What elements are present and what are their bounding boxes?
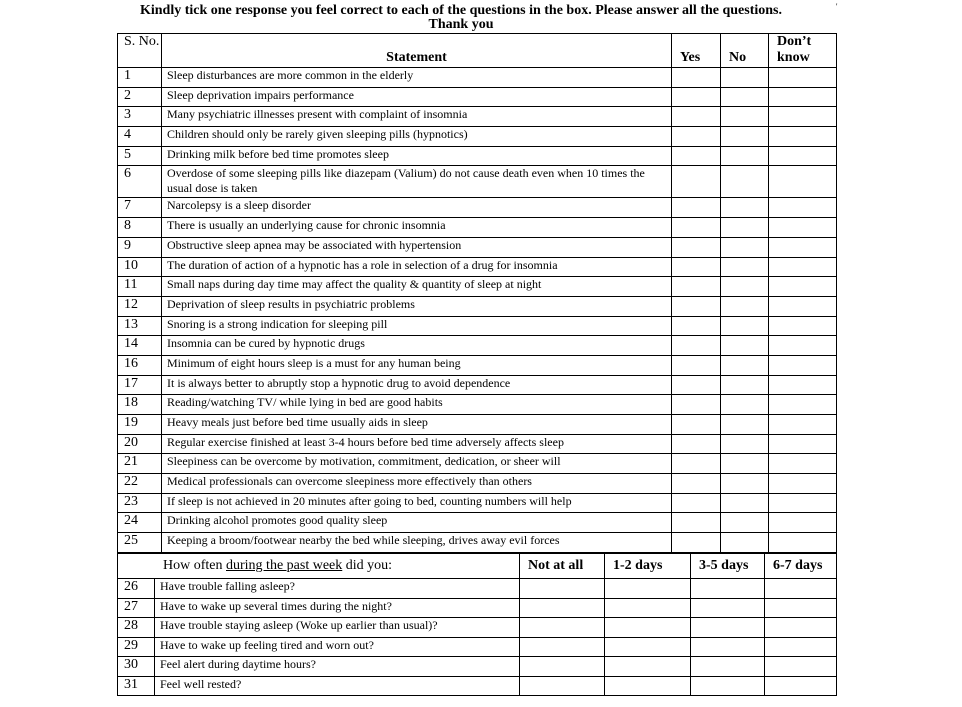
not-at-all-checkbox[interactable] (520, 676, 605, 696)
dont-know-checkbox[interactable] (769, 237, 837, 257)
dont-know-checkbox[interactable] (769, 355, 837, 375)
not-at-all-checkbox[interactable] (520, 657, 605, 677)
six-seven-days-checkbox[interactable] (765, 598, 837, 618)
three-five-days-checkbox[interactable] (691, 598, 765, 618)
table-row (118, 107, 837, 127)
part1-body (118, 68, 837, 553)
sleep-frequency-table (117, 553, 837, 696)
table-row (118, 87, 837, 107)
table-row (118, 127, 837, 147)
table-row (118, 198, 837, 218)
statement-text: Drinking milk before bed time promotes sleep (162, 146, 672, 166)
row-number: 29 (118, 637, 155, 657)
not-at-all-header: Not at all (520, 554, 605, 579)
statement-text: Medical professionals can overcome sleepiness more effectively than others (162, 474, 672, 494)
dont-know-checkbox[interactable] (769, 395, 837, 415)
statement-text: Minimum of eight hours sleep is a must for any human being (162, 355, 672, 375)
yes-checkbox[interactable] (672, 68, 721, 88)
yes-checkbox[interactable] (672, 296, 721, 316)
yes-checkbox[interactable] (672, 127, 721, 147)
table-row (118, 218, 837, 238)
table-row (118, 676, 837, 696)
table-row (118, 237, 837, 257)
not-at-all-checkbox[interactable] (520, 598, 605, 618)
row-number: 8 (118, 218, 162, 238)
dont-know-checkbox[interactable] (769, 166, 837, 198)
table-row (118, 336, 837, 356)
table-row (118, 257, 837, 277)
table-row (118, 454, 837, 474)
three-five-days-header: 3-5 days (691, 554, 765, 579)
no-checkbox[interactable] (721, 218, 769, 238)
yes-checkbox[interactable] (672, 336, 721, 356)
row-number: 10 (118, 257, 162, 277)
yes-checkbox[interactable] (672, 533, 721, 553)
yes-checkbox[interactable] (672, 434, 721, 454)
statement-text: Sleep disturbances are more common in the elderly (162, 68, 672, 88)
no-checkbox[interactable] (721, 493, 769, 513)
statement-text: Sleepiness can be overcome by motivation, commitment, dedication, or sheer will (162, 454, 672, 474)
no-checkbox[interactable] (721, 454, 769, 474)
knowledge-questionnaire-table (117, 33, 837, 553)
table-row (118, 296, 837, 316)
dont-know-checkbox[interactable] (769, 474, 837, 494)
one-two-days-checkbox[interactable] (605, 637, 691, 657)
statement-text: It is always better to abruptly stop a hypnotic drug to avoid dependence (162, 375, 672, 395)
row-number: 30 (118, 657, 155, 677)
thank-you-text: Thank you (428, 17, 494, 32)
statement-text: Heavy meals just before bed time usually aids in sleep (162, 415, 672, 435)
statement-text: Deprivation of sleep results in psychiatric problems (162, 296, 672, 316)
dont-know-checkbox[interactable] (769, 336, 837, 356)
six-seven-days-checkbox[interactable] (765, 579, 837, 599)
no-header: No (721, 34, 769, 68)
three-five-days-checkbox[interactable] (691, 676, 765, 696)
table-row (118, 637, 837, 657)
yes-checkbox[interactable] (672, 277, 721, 297)
statement-header: Statement (162, 34, 672, 68)
three-five-days-checkbox[interactable] (691, 579, 765, 599)
row-number: 9 (118, 237, 162, 257)
dont-know-checkbox[interactable] (769, 296, 837, 316)
yes-checkbox[interactable] (672, 474, 721, 494)
table-row (118, 375, 837, 395)
row-number: 24 (118, 513, 162, 533)
dont-know-checkbox[interactable] (769, 375, 837, 395)
sno-header: S. No. (118, 34, 162, 68)
no-checkbox[interactable] (721, 336, 769, 356)
one-two-days-checkbox[interactable] (605, 598, 691, 618)
instructions-text: Kindly tick one response you feel correct to each of the questions in the box. Please answer all the questions. (139, 3, 783, 18)
yes-checkbox[interactable] (672, 375, 721, 395)
row-number: 14 (118, 336, 162, 356)
dont-know-checkbox[interactable] (769, 454, 837, 474)
dont-know-checkbox[interactable] (769, 415, 837, 435)
row-number: 17 (118, 375, 162, 395)
row-number: 1 (118, 68, 162, 88)
table-row (118, 277, 837, 297)
three-five-days-checkbox[interactable] (691, 618, 765, 638)
question-underlined: during the past week (226, 558, 343, 573)
no-checkbox[interactable] (721, 87, 769, 107)
dont-know-checkbox[interactable] (769, 434, 837, 454)
one-two-days-header: 1-2 days (605, 554, 691, 579)
statement-text: Drinking alcohol promotes good quality sleep (162, 513, 672, 533)
question-text: Have trouble falling asleep? (155, 579, 520, 599)
no-checkbox[interactable] (721, 146, 769, 166)
dont-know-checkbox[interactable] (769, 277, 837, 297)
row-number: 5 (118, 146, 162, 166)
table-row (118, 434, 837, 454)
table-row (118, 657, 837, 677)
dont-know-checkbox[interactable] (769, 257, 837, 277)
question-text: Have to wake up feeling tired and worn out? (155, 637, 520, 657)
yes-checkbox[interactable] (672, 87, 721, 107)
no-checkbox[interactable] (721, 237, 769, 257)
yes-checkbox[interactable] (672, 146, 721, 166)
question-text: Have to wake up several times during the night? (155, 598, 520, 618)
row-number: 22 (118, 474, 162, 494)
table-row (118, 598, 837, 618)
no-checkbox[interactable] (721, 166, 769, 198)
yes-checkbox[interactable] (672, 198, 721, 218)
dont-know-checkbox[interactable] (769, 146, 837, 166)
row-number: 4 (118, 127, 162, 147)
dont-know-header: Don’t know (769, 34, 837, 68)
statement-text: Obstructive sleep apnea may be associated with hypertension (162, 237, 672, 257)
no-checkbox[interactable] (721, 107, 769, 127)
yes-checkbox[interactable] (672, 355, 721, 375)
yes-header: Yes (672, 34, 721, 68)
three-five-days-checkbox[interactable] (691, 657, 765, 677)
table-row (118, 146, 837, 166)
row-number: 27 (118, 598, 155, 618)
row-number: 23 (118, 493, 162, 513)
not-at-all-checkbox[interactable] (520, 579, 605, 599)
no-checkbox[interactable] (721, 296, 769, 316)
no-checkbox[interactable] (721, 257, 769, 277)
question-suffix: did you: (342, 558, 393, 573)
one-two-days-checkbox[interactable] (605, 657, 691, 677)
no-checkbox[interactable] (721, 513, 769, 533)
table-row (118, 579, 837, 599)
three-five-days-checkbox[interactable] (691, 637, 765, 657)
no-checkbox[interactable] (721, 68, 769, 88)
no-checkbox[interactable] (721, 316, 769, 336)
part2-header-row (118, 554, 837, 579)
row-number: 11 (118, 277, 162, 297)
table-row (118, 395, 837, 415)
row-number: 3 (118, 107, 162, 127)
statement-text: Reading/watching TV/ while lying in bed are good habits (162, 395, 672, 415)
dont-know-checkbox[interactable] (769, 316, 837, 336)
table-row (118, 533, 837, 553)
yes-checkbox[interactable] (672, 513, 721, 533)
not-at-all-checkbox[interactable] (520, 618, 605, 638)
statement-text: Many psychiatric illnesses present with complaint of insomnia (162, 107, 672, 127)
yes-checkbox[interactable] (672, 237, 721, 257)
one-two-days-checkbox[interactable] (605, 676, 691, 696)
statement-text: Children should only be rarely given sleeping pills (hypnotics) (162, 127, 672, 147)
dont-know-checkbox[interactable] (769, 68, 837, 88)
no-checkbox[interactable] (721, 395, 769, 415)
statement-text: Overdose of some sleeping pills like diazepam (Valium) do not cause death even when 10 times the usual dose is taken (162, 166, 672, 198)
no-checkbox[interactable] (721, 474, 769, 494)
statement-text: Keeping a broom/footwear nearby the bed while sleeping, drives away evil forces (162, 533, 672, 553)
row-number: 13 (118, 316, 162, 336)
yes-checkbox[interactable] (672, 166, 721, 198)
six-seven-days-header: 6-7 days (765, 554, 837, 579)
row-number: 7 (118, 198, 162, 218)
six-seven-days-checkbox[interactable] (765, 676, 837, 696)
no-checkbox[interactable] (721, 277, 769, 297)
statement-text: Regular exercise finished at least 3-4 hours before bed time adversely affects sleep (162, 434, 672, 454)
dont-know-checkbox[interactable] (769, 493, 837, 513)
table-row (118, 493, 837, 513)
row-number: 19 (118, 415, 162, 435)
dont-know-checkbox[interactable] (769, 87, 837, 107)
corner-mark: ' (836, 2, 838, 11)
dont-know-checkbox[interactable] (769, 107, 837, 127)
yes-checkbox[interactable] (672, 454, 721, 474)
table-row (118, 618, 837, 638)
question-text: Feel well rested? (155, 676, 520, 696)
six-seven-days-checkbox[interactable] (765, 618, 837, 638)
question-text: Have trouble staying asleep (Woke up earlier than usual)? (155, 618, 520, 638)
statement-text: Sleep deprivation impairs performance (162, 87, 672, 107)
table-row (118, 355, 837, 375)
row-number: 18 (118, 395, 162, 415)
no-checkbox[interactable] (721, 355, 769, 375)
yes-checkbox[interactable] (672, 493, 721, 513)
no-checkbox[interactable] (721, 375, 769, 395)
six-seven-days-checkbox[interactable] (765, 657, 837, 677)
yes-checkbox[interactable] (672, 316, 721, 336)
not-at-all-checkbox[interactable] (520, 637, 605, 657)
part2-body (118, 579, 837, 696)
row-number: 25 (118, 533, 162, 553)
table-row (118, 415, 837, 435)
no-checkbox[interactable] (721, 434, 769, 454)
one-two-days-checkbox[interactable] (605, 579, 691, 599)
yes-checkbox[interactable] (672, 107, 721, 127)
row-number: 31 (118, 676, 155, 696)
no-checkbox[interactable] (721, 127, 769, 147)
table-row (118, 513, 837, 533)
statement-text: If sleep is not achieved in 20 minutes after going to bed, counting numbers will help (162, 493, 672, 513)
six-seven-days-checkbox[interactable] (765, 637, 837, 657)
dont-know-checkbox[interactable] (769, 218, 837, 238)
row-number: 26 (118, 579, 155, 599)
row-number: 20 (118, 434, 162, 454)
one-two-days-checkbox[interactable] (605, 618, 691, 638)
question-prefix: How often (163, 558, 226, 573)
row-number: 21 (118, 454, 162, 474)
part1-header-row (118, 34, 837, 68)
no-checkbox[interactable] (721, 533, 769, 553)
statement-text: The duration of action of a hypnotic has a role in selection of a drug for insomnia (162, 257, 672, 277)
dont-know-checkbox[interactable] (769, 513, 837, 533)
statement-text: Small naps during day time may affect the quality & quantity of sleep at night (162, 277, 672, 297)
table-row (118, 68, 837, 88)
table-row (118, 474, 837, 494)
table-row (118, 166, 837, 198)
question-text: Feel alert during daytime hours? (155, 657, 520, 677)
yes-checkbox[interactable] (672, 415, 721, 435)
table-row (118, 316, 837, 336)
yes-checkbox[interactable] (672, 257, 721, 277)
statement-text: Narcolepsy is a sleep disorder (162, 198, 672, 218)
row-number: 12 (118, 296, 162, 316)
dont-know-checkbox[interactable] (769, 127, 837, 147)
dont-know-checkbox[interactable] (769, 533, 837, 553)
no-checkbox[interactable] (721, 198, 769, 218)
row-number: 16 (118, 355, 162, 375)
row-number: 6 (118, 166, 162, 198)
statement-text: There is usually an underlying cause for chronic insomnia (162, 218, 672, 238)
row-number: 2 (118, 87, 162, 107)
yes-checkbox[interactable] (672, 218, 721, 238)
yes-checkbox[interactable] (672, 395, 721, 415)
dont-know-checkbox[interactable] (769, 198, 837, 218)
row-number: 28 (118, 618, 155, 638)
statement-text: Snoring is a strong indication for sleeping pill (162, 316, 672, 336)
no-checkbox[interactable] (721, 415, 769, 435)
statement-text: Insomnia can be cured by hypnotic drugs (162, 336, 672, 356)
frequency-question-header (118, 554, 520, 579)
